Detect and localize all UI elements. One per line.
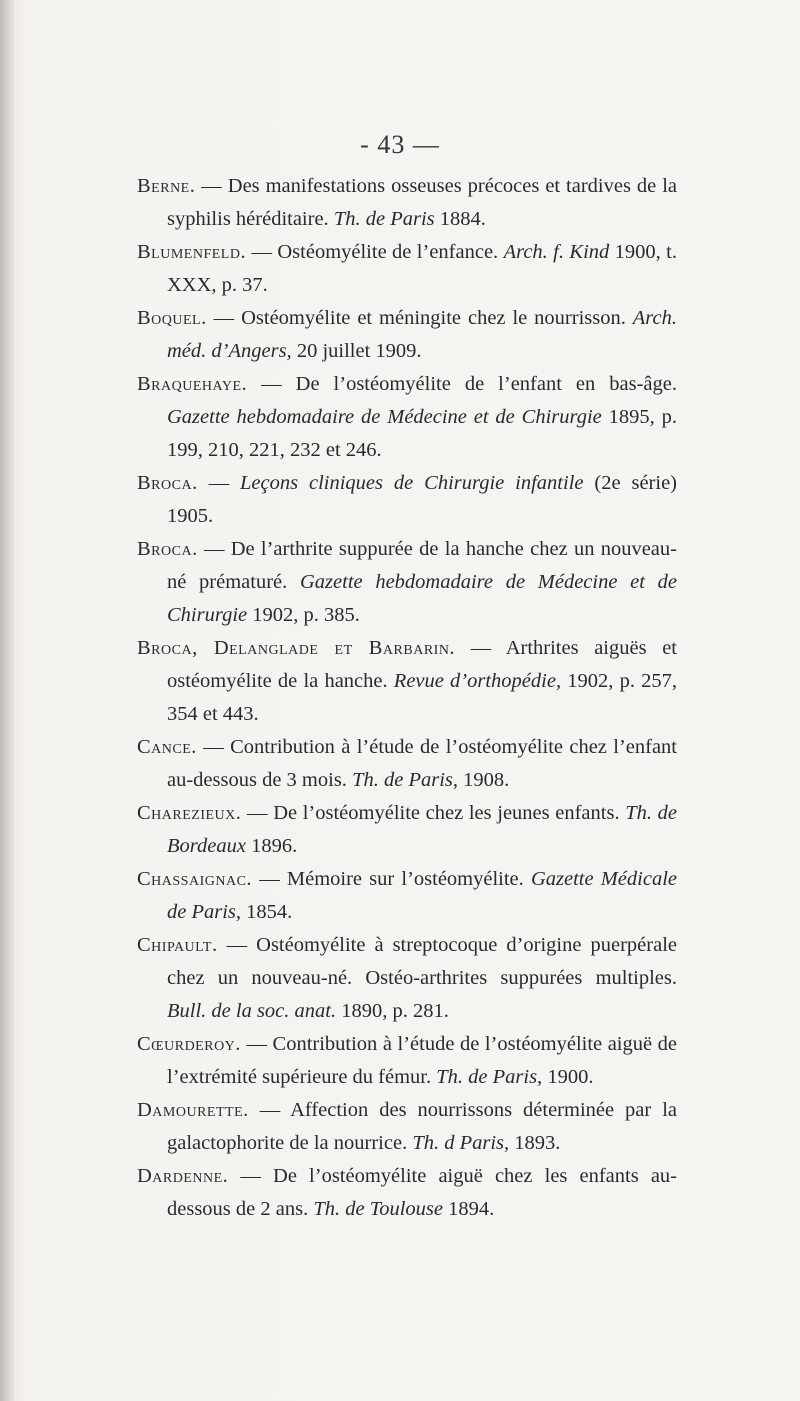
entry-author: Damourette. bbox=[137, 1099, 249, 1121]
entry-author: Berne. bbox=[137, 175, 196, 197]
entry-journal: Th. de Toulouse bbox=[313, 1198, 444, 1220]
entry-title: — Arthrites aiguës et ostéomyélite de la hanche. bbox=[167, 637, 677, 692]
entry-title: — Des manifestations osseuses précoces et tardives de la syphilis héréditaire. bbox=[167, 175, 677, 230]
entry-author: Dardenne. bbox=[137, 1165, 229, 1187]
entry-details: 1884. bbox=[434, 208, 486, 230]
bibliography-entry bbox=[137, 170, 677, 236]
entry-journal: Arch. f. Kind bbox=[503, 241, 610, 263]
entry-details: 1900. bbox=[542, 1066, 594, 1088]
entry-journal: Bull. de la soc. anat. bbox=[167, 1000, 337, 1022]
bibliography-entry bbox=[137, 467, 677, 533]
bibliography-entry bbox=[137, 368, 677, 467]
entry-author: Chassaignac. bbox=[137, 868, 253, 890]
page-number: - 43 — bbox=[360, 130, 440, 159]
entry-details: (2e série) 1905. bbox=[167, 472, 678, 527]
entry-title: — De l’ostéomyélite de l’enfant en bas-âge. bbox=[247, 373, 677, 395]
entry-journal: Gazette Médicale de Paris, bbox=[167, 868, 677, 923]
entry-author: Broca. bbox=[137, 472, 198, 494]
bibliography-entry bbox=[137, 797, 677, 863]
binding-shadow bbox=[0, 0, 14, 1401]
entry-details: 1854. bbox=[241, 901, 293, 923]
entry-author: Cance. bbox=[137, 736, 197, 758]
entry-journal: Arch. méd. d’Angers, bbox=[167, 307, 677, 362]
entry-author: Broca. bbox=[137, 538, 198, 560]
entry-title: — Ostéomyélite et méningite chez le nourrisson. bbox=[206, 307, 633, 329]
bibliography-entry bbox=[137, 1094, 677, 1160]
entry-details: 1900, t. XXX, p. 37. bbox=[167, 241, 677, 296]
entry-title: — De l’ostéomyélite chez les jeunes enfants. bbox=[241, 802, 626, 824]
bibliography-entry bbox=[137, 533, 677, 632]
bibliography-entry bbox=[137, 863, 677, 929]
entry-title: — Ostéomyélite à streptocoque d’origine puerpérale chez un nouveau-né. Ostéo-arthrites suppurées multiples. bbox=[167, 934, 677, 989]
entry-title: — De l’ostéomyélite aiguë chez les enfants au-dessous de 2 ans. bbox=[167, 1165, 677, 1220]
entry-author: Broca, Delanglade et Barbarin. bbox=[137, 637, 456, 659]
bibliography-entry bbox=[137, 929, 677, 1028]
entry-journal: Th. de Bordeaux bbox=[167, 802, 677, 857]
entry-journal: Gazette hebdomadaire de Médecine et de Chirurgie bbox=[167, 571, 677, 626]
bibliography-entry bbox=[137, 731, 677, 797]
entry-journal: Revue d’orthopédie, bbox=[393, 670, 562, 692]
entry-details: 20 juillet 1909. bbox=[291, 340, 422, 362]
entry-details: 1902, p. 385. bbox=[247, 604, 360, 626]
entry-journal: Th. de Paris, bbox=[352, 769, 458, 791]
entry-title: — Mémoire sur l’ostéomyélite. bbox=[252, 868, 531, 890]
entry-title: — bbox=[197, 472, 241, 494]
entry-details: 1896. bbox=[245, 835, 298, 857]
entry-journal: Th. de Paris, bbox=[436, 1066, 543, 1088]
bibliography-entry bbox=[137, 1028, 677, 1094]
entry-title: — De l’arthrite suppurée de la hanche chez un nouveau-né prématuré. bbox=[167, 538, 677, 593]
entry-journal: Th. de Paris bbox=[333, 208, 435, 230]
bibliography-entry bbox=[137, 632, 677, 731]
bibliography-entry bbox=[137, 236, 677, 302]
entry-author: Blumenfeld. bbox=[137, 241, 247, 263]
entry-author: Charezieux. bbox=[137, 802, 242, 824]
entry-title: — Contribution à l’étude de l’ostéomyélite chez l’enfant au-dessous de 3 mois. bbox=[167, 736, 677, 791]
entry-author: Boquel. bbox=[137, 307, 207, 329]
entry-details: 1895, p. 199, 210, 221, 232 et 246. bbox=[167, 406, 677, 461]
entry-details: 1908. bbox=[458, 769, 510, 791]
entry-author: Chipault. bbox=[137, 934, 218, 956]
entry-author: Braquehaye. bbox=[137, 373, 248, 395]
entry-journal: Leçons cliniques de Chirurgie infantile bbox=[240, 472, 584, 494]
entry-details: 1893. bbox=[509, 1132, 561, 1154]
entry-title: — Ostéomyélite de l’enfance. bbox=[246, 241, 504, 263]
bibliography-entry bbox=[137, 302, 677, 368]
entry-journal: Th. d Paris, bbox=[412, 1132, 510, 1154]
entry-title: — Contribution à l’étude de l’ostéomyélite aiguë de l’extrémité supérieure du fémur. bbox=[167, 1033, 677, 1088]
entry-title: — Affection des nourrissons déterminée par la galactophorite de la nourrice. bbox=[167, 1099, 677, 1154]
entry-details: 1894. bbox=[443, 1198, 495, 1220]
entry-details: 1890, p. 281. bbox=[336, 1000, 449, 1022]
entry-journal: Gazette hebdomadaire de Médecine et de Chirurgie bbox=[167, 406, 602, 428]
entry-details: 1902, p. 257, 354 et 443. bbox=[167, 670, 677, 725]
entry-author: Cœurderoy. bbox=[137, 1033, 241, 1055]
bibliography-entry bbox=[137, 1160, 677, 1226]
bibliography-list bbox=[137, 170, 677, 1226]
